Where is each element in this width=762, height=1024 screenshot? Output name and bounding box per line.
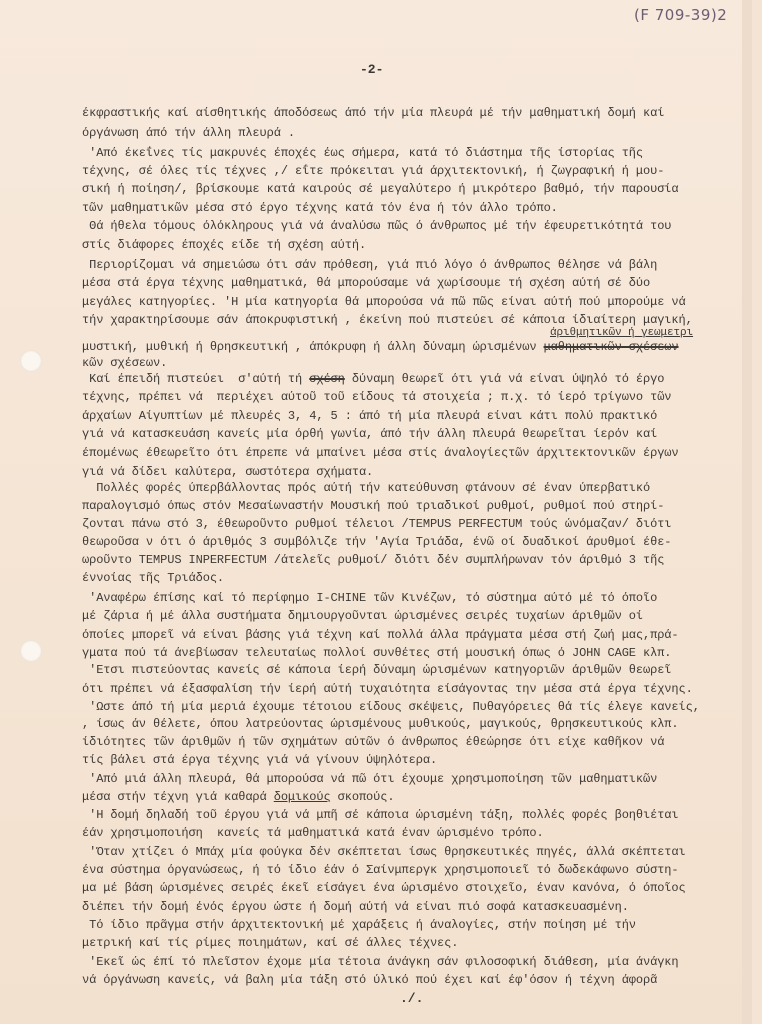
punch-hole <box>20 350 42 372</box>
text-line: 'Εκεῖ ώς έπί τό πλεῖστον έχομε μία τέτοια άνάγκη σάν φιλοσοφική διάθεση, μία άνάγκη <box>82 955 679 969</box>
text-line: παραλογισμό όπως στόν Μεσαίωναστήν Μουσική πού τριαδικοί ρυθμοί, ρυθμοί πού στηρί- <box>82 499 665 513</box>
text-line: σική ή ποίηση/, βρίσκουμε κατά καιρούς σέ μεγαλύτερο ή μικρότερο βαθμό, τήν παρουσία <box>82 182 679 196</box>
text-line: μα μέ βάση ώρισμένες σειρές έκεῖ είσάγει ένα ώρισμένο στοιχεῖο, έναν κανόνα, ό όποῖος <box>82 881 686 895</box>
text-line: ωροῦντο TEMPUS INPERFECTUM /άτελεῖς ρυθμοί/ διότι δέν συμπλήρωναν τόν άριθμό 3 τῆς <box>82 553 665 567</box>
page-edge <box>742 0 752 1024</box>
struck-text: σχέση <box>309 372 345 386</box>
text-line: μέ ζάρια ή μέ άλλα συστήματα δημιουργοῦνται ώρισμένες σειρές τυχαίων άριθμῶν οί <box>82 609 643 623</box>
text-segment: Καί έπειδή πιστεύει σ'αύτή τή <box>82 372 310 386</box>
text-segment: δύναμη θεωρεῖ ότι γιά νά είναι ύψηλό τό έργο <box>344 372 665 386</box>
text-line: άρχαίων Αίγυπτίων μέ πλευρές 3, 4, 5 : άπό τή μία πλευρά είναι κάτι πολύ πρακτικό <box>82 409 658 423</box>
text-line: όποίες μπορεῖ νά είναι βάσης γιά τέχνη καί πολλά άλλα πράγματα μέσα στή ζωή μας,πρά- <box>82 628 679 642</box>
text-line: 'Η δομή δηλαδή τοῦ έργου γιά νά μπῆ σέ κάποια ώρισμένη τάξη, πολλές φορές βοηθιέται <box>82 808 679 822</box>
page-number: -2- <box>360 62 384 77</box>
struck-text: μαθηματικῶν σχέσεων <box>543 340 679 354</box>
text-line: κῶν σχέσεων. <box>82 356 168 370</box>
text-line: 'Ωστε άπό τή μία μεριά έχουμε τέτοιου είδους σκέψεις, Πυθαγόρειες θά τίς έλεγε κανείς, <box>82 700 700 714</box>
text-line <box>82 372 664 386</box>
text-line: νά όργάνωση κανείς, νά βαλη μία τάξη στό ύλικό πού έχει καί έφ'όσον ή τέχνη άφορᾶ <box>82 973 658 987</box>
underlined-text: δομικούς <box>273 790 331 804</box>
text-line: γματα πού τά άνεβίωσαν τελευταίως πολλοί συνθέτες στή μουσική όπως ό JOHN CAGE κλπ. <box>82 646 672 660</box>
text-line: Περιορίζομαι νά σημειώσω ότι σάν πρόθεση, γιά πιό λόγο ό άνθρωπος θέλησε νά βάλη <box>82 258 658 272</box>
text-line: τίς βάλει στά έργα τέχνης γιά νά γίνουν ύψηλότερα. <box>82 753 438 767</box>
archive-reference: (F 709-39)2 <box>634 6 728 24</box>
text-line: έκφραστικής καί αίσθητικής άποδόσεως άπό τήν μία πλευρά μέ τήν μαθηματική δομή καί <box>82 106 665 120</box>
text-line: τήν χαρακτηρίσουμε σάν άποκρυφιστική , έκείνη πού πιστεύει σέ κάποια ίδιαίτερη μαγική, <box>82 313 693 327</box>
text-line: μέσα στά έργα τέχνης μαθηματικά, θά μπορούσαμε νά χωρίσουμε τή σχέση αύτή σέ δύο <box>82 276 651 290</box>
text-line: διέπει τήν δομή ένός έργου ώστε ή δομή αύτή νά είναι πιό σοφά κατασκευασμένη. <box>82 900 629 914</box>
text-segment: σκοπούς. <box>330 790 395 804</box>
text-line: γιά νά κατασκευάση κανείς μία όρθή γωνία, άπό τήν άλλη πλευρά θεωρεῖται ίερόν καί <box>82 427 658 441</box>
text-line: γιά νά δίδει καλύτερα, σωστότερα σχήματα. <box>82 465 374 479</box>
text-line: Θά ήθελα τόμους όλόκληρους γιά νά άναλύσω πῶς ό άνθρωπος μέ τήν έφευρετικότητά του <box>82 219 672 233</box>
text-line: , ίσως άν θέλετε, όπου λατρεύοντας ώρισμένους μυθικούς, μαγικούς, θρησκευτικούς κλπ. <box>82 717 679 731</box>
text-line: μεγάλες κατηγορίες. 'Η μία κατηγορία θά μπορούσα νά πῶ πῶς είναι αύτή πού μπορούμε νά <box>82 295 686 309</box>
text-segment: μέσα στήν τέχνη γιά καθαρά <box>82 790 274 804</box>
text-line: ένα σύστημα όργανώσεως, ή τό ίδιο έάν ό Σαίνμπεργκ χρησιμοποιεῖ τό δωδεκάφωνο σύστη- <box>82 863 679 877</box>
text-line: ζονται πάνω στό 3, έθεωροῦντο ρυθμοί τέλειοι /TEMPUS PERFECTUM τούς ώνόμαζαν/ διότι <box>82 517 672 531</box>
text-line: μετρική καί τίς ρίμες ποιημάτων, καί σέ άλλες τέχνες. <box>82 936 459 950</box>
text-line: 'Από μιά άλλη πλευρά, θά μπορούσα νά πῶ ότι έχουμε χρησιμοποίηση τῶν μαθηματικῶν <box>82 772 658 786</box>
text-line: ίδιότητες τῶν άριθμῶν ή τῶν σχημάτων αύτῶν ό άνθρωπος έθεώρησε ότι είχε καθῆκον νά <box>82 735 665 749</box>
text-line: έννοίας τῆς Τριάδος. <box>82 571 225 585</box>
text-line: τέχνης, πρέπει νά περιέχει αύτοῦ τοῦ είδους τά στοιχεία ; π.χ. τό ίερό τρίγωνο τῶν <box>82 390 672 404</box>
text-line: Πολλές φορές ύπερβάλλοντας πρός αύτή τήν κατεύθυνση φτάνουν σέ έναν ύπερβατικό <box>82 481 651 495</box>
text-line: ότι πρέπει νά έξασφαλίση τήν ίερή αύτή τυχαιότητα είσάγοντας την μέσα στά έργα τέχνης. <box>82 682 693 696</box>
text-line: όργάνωση άπό τήν άλλη πλευρά . <box>82 126 296 140</box>
text-line <box>82 790 394 804</box>
text-line <box>82 327 694 354</box>
text-line: 'Όταν χτίζει ό Μπάχ μία φούγκα δέν σκέπτεται ίσως θρησκευτικές πηγές, άλλά σκέπτεται <box>82 845 686 859</box>
text-line: έπομένως έθεωρεῖτο ότι έπρεπε νά μπαίνει μέσα στίς άναλογίεςτῶν άρχιτεκτονικῶν έργων <box>82 446 679 460</box>
text-line: θεωροῦσα ν ότι ό άριθμός 3 συμβόλιζε τήν 'Αγία Τριάδα, ένῶ οί δυαδικοί άρυθμοί έθε- <box>82 535 672 549</box>
text-line: τέχνης, σέ όλες τίς τέχνες ,/ εΐτε πρόκειται γιά άρχιτεκτονική, ή ζωγραφική ή μου- <box>82 164 665 178</box>
text-line: 'Ετσι πιστεύοντας κανείς σέ κάποια ίερή δύναμη ώρισμένων κατηγοριῶν άριθμῶν θεωρεῖ <box>82 663 672 677</box>
continuation-mark: ./. <box>400 991 424 1006</box>
text-line: 'Αναφέρω έπίσης καί τό περίφημο I-CHINE τῶν Κινέζων, τό σύστημα αύτό μέ τό όποῖο <box>82 591 658 605</box>
punch-hole <box>20 640 42 662</box>
text-line: 'Από έκεΐνες τίς μακρυνές έποχές έως σήμερα, κατά τό διάστημα τῆς ίστορίας τῆς <box>82 146 643 160</box>
text-line: στίς διάφορες έποχές είδε τή σχέση αύτή. <box>82 238 367 252</box>
text-line: Τό ίδιο πρᾶγμα στήν άρχιτεκτονική μέ χαράξεις ή άναλογίες, στήν ποίηση μέ τήν <box>82 918 636 932</box>
text-line: τῶν μαθηματικῶν μέσα στό έργο τέχνης κατά τόν ένα ή τόν άλλο τρόπο. <box>82 201 558 215</box>
inserted-correction: άριθμητικῶν ή γεωμετρι <box>550 327 694 339</box>
text-line: έάν χρησιμοποιήση κανείς τά μαθηματικά κατά έναν ώρισμένο τρόπο. <box>82 826 544 840</box>
text-segment: μυστική, μυθική ή θρησκευτική , άπόκρυφη ή άλλη δύναμη ώρισμένων <box>82 340 544 354</box>
